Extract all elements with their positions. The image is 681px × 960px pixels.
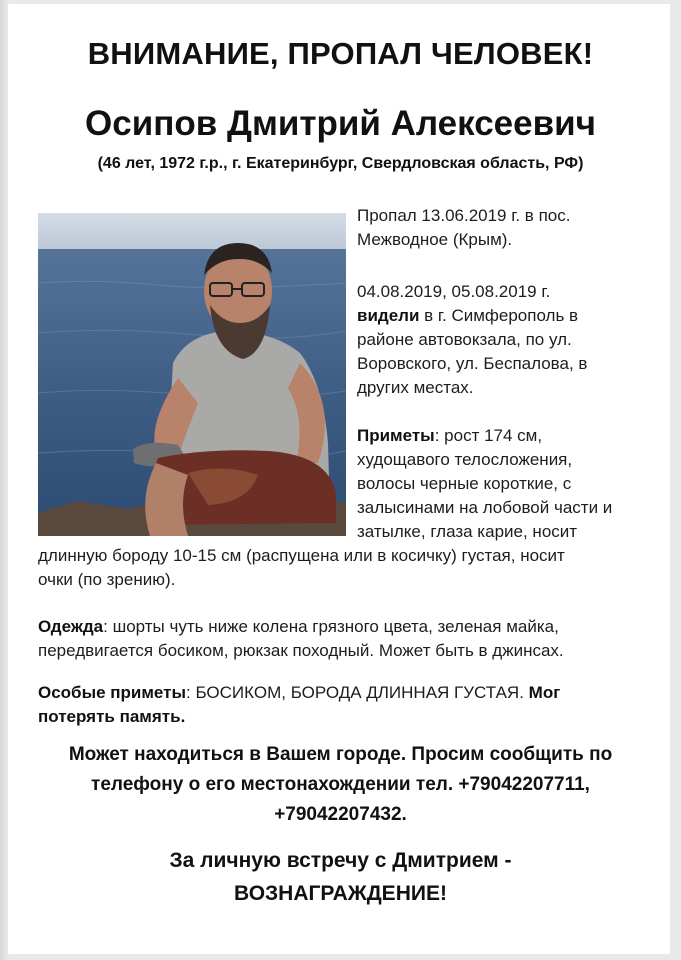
contact-block [30,740,651,830]
special-line-1-bold-tail: Мог [528,683,561,702]
person-name: Осипов Дмитрий Алексеевич [85,104,596,143]
special-line-2-bold: потерять память. [38,707,186,726]
seen-label: видели [357,306,420,325]
missing-date-block [357,204,647,252]
signs-line-7: очки (по зрению). [38,570,176,589]
seen-line-4: Воровского, ул. Беспалова, в [357,354,588,373]
signs-line-1-rest: : рост 174 см, [434,426,543,445]
clothes-label: Одежда [38,617,104,636]
special-label: Особые приметы [38,683,187,702]
contact-line-1: Может находиться в Вашем городе. Просим сообщить по [68,744,613,765]
signs-label: Приметы [357,426,435,445]
clothes-block [38,615,648,663]
special-line-2 [38,705,648,729]
special-signs-block [38,681,648,729]
reward-line-1: За личную встречу с Дмитрием - [169,849,512,872]
signs-line-3: волосы черные короткие, с [357,474,572,493]
missing-line-1: Пропал 13.06.2019 г. в пос. [357,206,571,225]
contact-line-3: +79042207432. [274,804,407,825]
signs-block [357,424,647,544]
seen-line-5: других местах. [357,378,474,397]
contact-line-2: телефону о его местонахождении тел. +79042207711, [91,774,590,795]
clothes-line-2: передвигается босиком, рюкзак походный. Может быть в джинсах. [38,641,564,660]
person-photo-image [38,213,346,536]
seen-line-1: 04.08.2019, 05.08.2019 г. [357,282,551,301]
seen-line-2 [357,304,647,328]
missing-line-2: Межводное (Крым). [357,230,513,249]
signs-line-4: залысинами на лобовой части и [357,498,613,517]
person-details: (46 лет, 1972 г.р., г. Екатеринбург, Свердловская область, РФ) [97,155,584,172]
person-photo [38,213,346,536]
reward-line-2: ВОЗНАГРАЖДЕНИЕ! [234,882,447,905]
reward-block [30,844,651,910]
signs-line-1 [357,424,647,448]
seen-block [357,280,647,400]
signs-line-6: длинную бороду 10-15 см (распущена или в косичку) густая, носит [38,546,565,565]
signs-line-5: затылке, глаза карие, носит [357,522,578,541]
clothes-line-1-rest: : шорты чуть ниже колена грязного цвета, зеленая майка, [103,617,559,636]
seen-line-2-rest: в г. Симферополь в [419,306,579,325]
clothes-line-1 [38,615,648,639]
special-line-1 [38,681,648,705]
seen-line-3: районе автовокзала, по ул. [357,330,572,349]
signs-line-2: худощавого телосложения, [357,450,573,469]
poster-headline: ВНИМАНИЕ, ПРОПАЛ ЧЕЛОВЕК! [87,36,594,71]
signs-continuation [38,544,648,592]
special-line-1-rest: : БОСИКОМ, БОРОДА ДЛИННАЯ ГУСТАЯ. [186,683,529,702]
